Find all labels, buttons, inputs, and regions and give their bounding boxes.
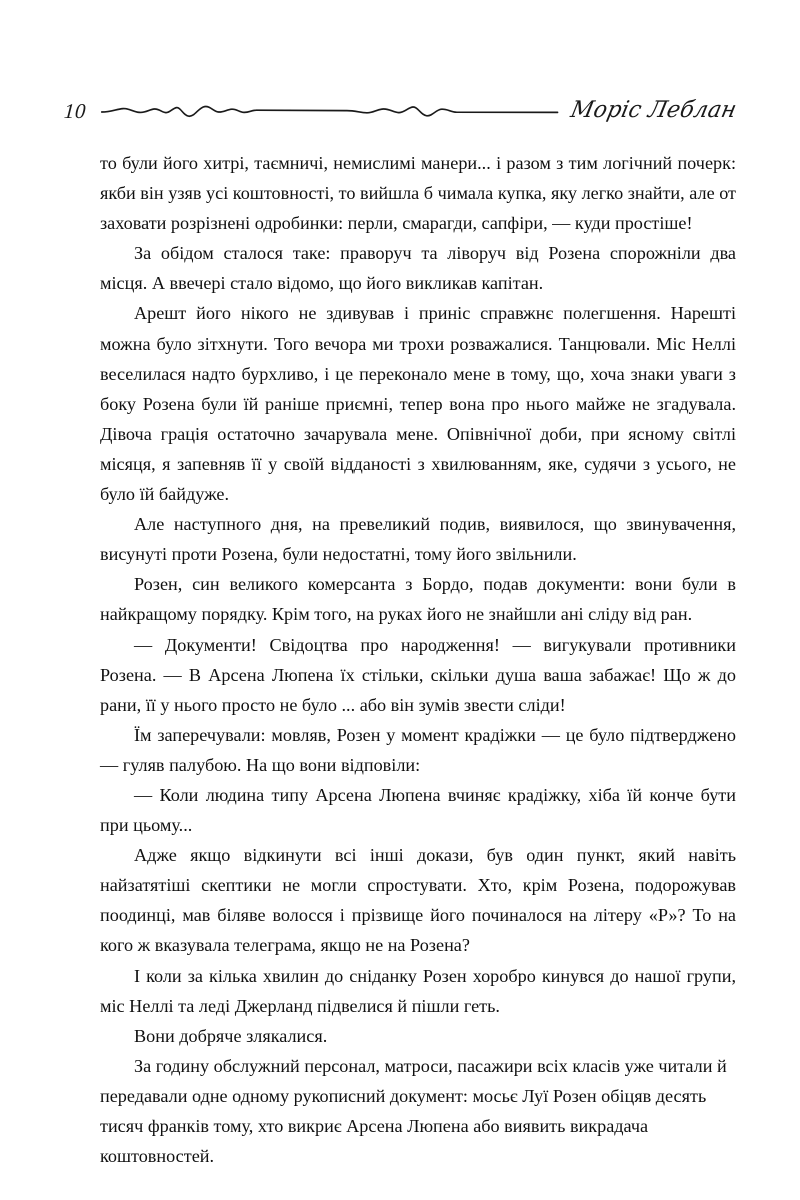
paragraph: Розен, син великого комерсанта з Бордо, подав документи: вони були в найкращому порядку. Крім того, на руках його не знайшли ані сліду від ран. (100, 574, 736, 625)
paragraph: За обідом сталося таке: праворуч та ліворуч від Розена спорожніли два місця. А ввечері стало відомо, що його викликав капітан. (100, 243, 736, 294)
paragraph: Вони добряче злякалися. (134, 1025, 328, 1046)
body-text (100, 148, 736, 1171)
paragraph: Арешт його нікого не здивував і приніс справжнє полегшення. Нарешті можна було зітхнути. Того вечора ми трохи розважалися. Танцювали. Міс Неллі веселилася надто бурхливо, і це переконало мене в тому, що, хоча знаки уваги з боку Розена були їй раніше приємні, тепер вона про нього майже не згадувала. Дівоча грація остаточно зачарувала мене. Опівнічної доби, при ясному світлі місяця, я запевняв її у своїй відданості з хвилюванням, яке, судячи з усього, не було їй байдуже. (100, 303, 736, 505)
paragraph: Їм заперечували: мовляв, Розен у момент крадіжки — це було підтверджено — гуляв палубою. На що вони відповіли: (100, 724, 736, 775)
paragraph: — Документи! Свідоцтва про народження! — вигукували противники Розена. — В Арсена Люпена їх стільки, скільки душа ваша забажає! Що ж до рани, її у нього просто не було ... або він зумів звести сліди! (100, 634, 736, 715)
wavy-divider-icon (100, 96, 561, 126)
paragraph: За годину обслужний персонал, матроси, пасажири всіх класів уже читали й передавали одне одному рукописний документ: мосьє Луї Розен обіцяв десять тисяч франків тому, хто викриє Арсена Люпена або виявить викрадача коштовностей. (100, 1055, 727, 1167)
running-head (63, 88, 739, 134)
paragraph: — Коли людина типу Арсена Люпена вчиняє крадіжку, хіба їй конче бути при цьому... (100, 784, 736, 836)
paragraph: І коли за кілька хвилин до сніданку Розен хоробро кинувся до нашої групи, міс Неллі та леді Джерланд підвелися й пішли геть. (100, 965, 736, 1016)
page-number: 10 (63, 98, 87, 123)
paragraph: Адже якщо відкинути всі інші докази, був один пункт, який навіть найзатятіші скептики не могли спростувати. Хто, крім Розена, подорожував поодинці, мав біляве волосся і прізвище його починалося на літеру «Р»? То на кого ж вказувала телеграма, якщо не на Розена? (100, 845, 736, 956)
author-byline: Морiс Леблан (568, 97, 739, 124)
paragraph: то були його хитрі, таємничі, немислимі манери... і разом з тим логічний почерк: якби він узяв усі коштовності, то вийшла б чимала купка, яку легко знайти, але от заховати розрізнені одробинки: перли, смарагди, сапфіри, — куди простіше! (100, 153, 736, 234)
paragraph: Але наступного дня, на превеликий подив, виявилося, що звинувачення, висунуті проти Розена, були недостатні, тому його звільнили. (100, 514, 736, 565)
